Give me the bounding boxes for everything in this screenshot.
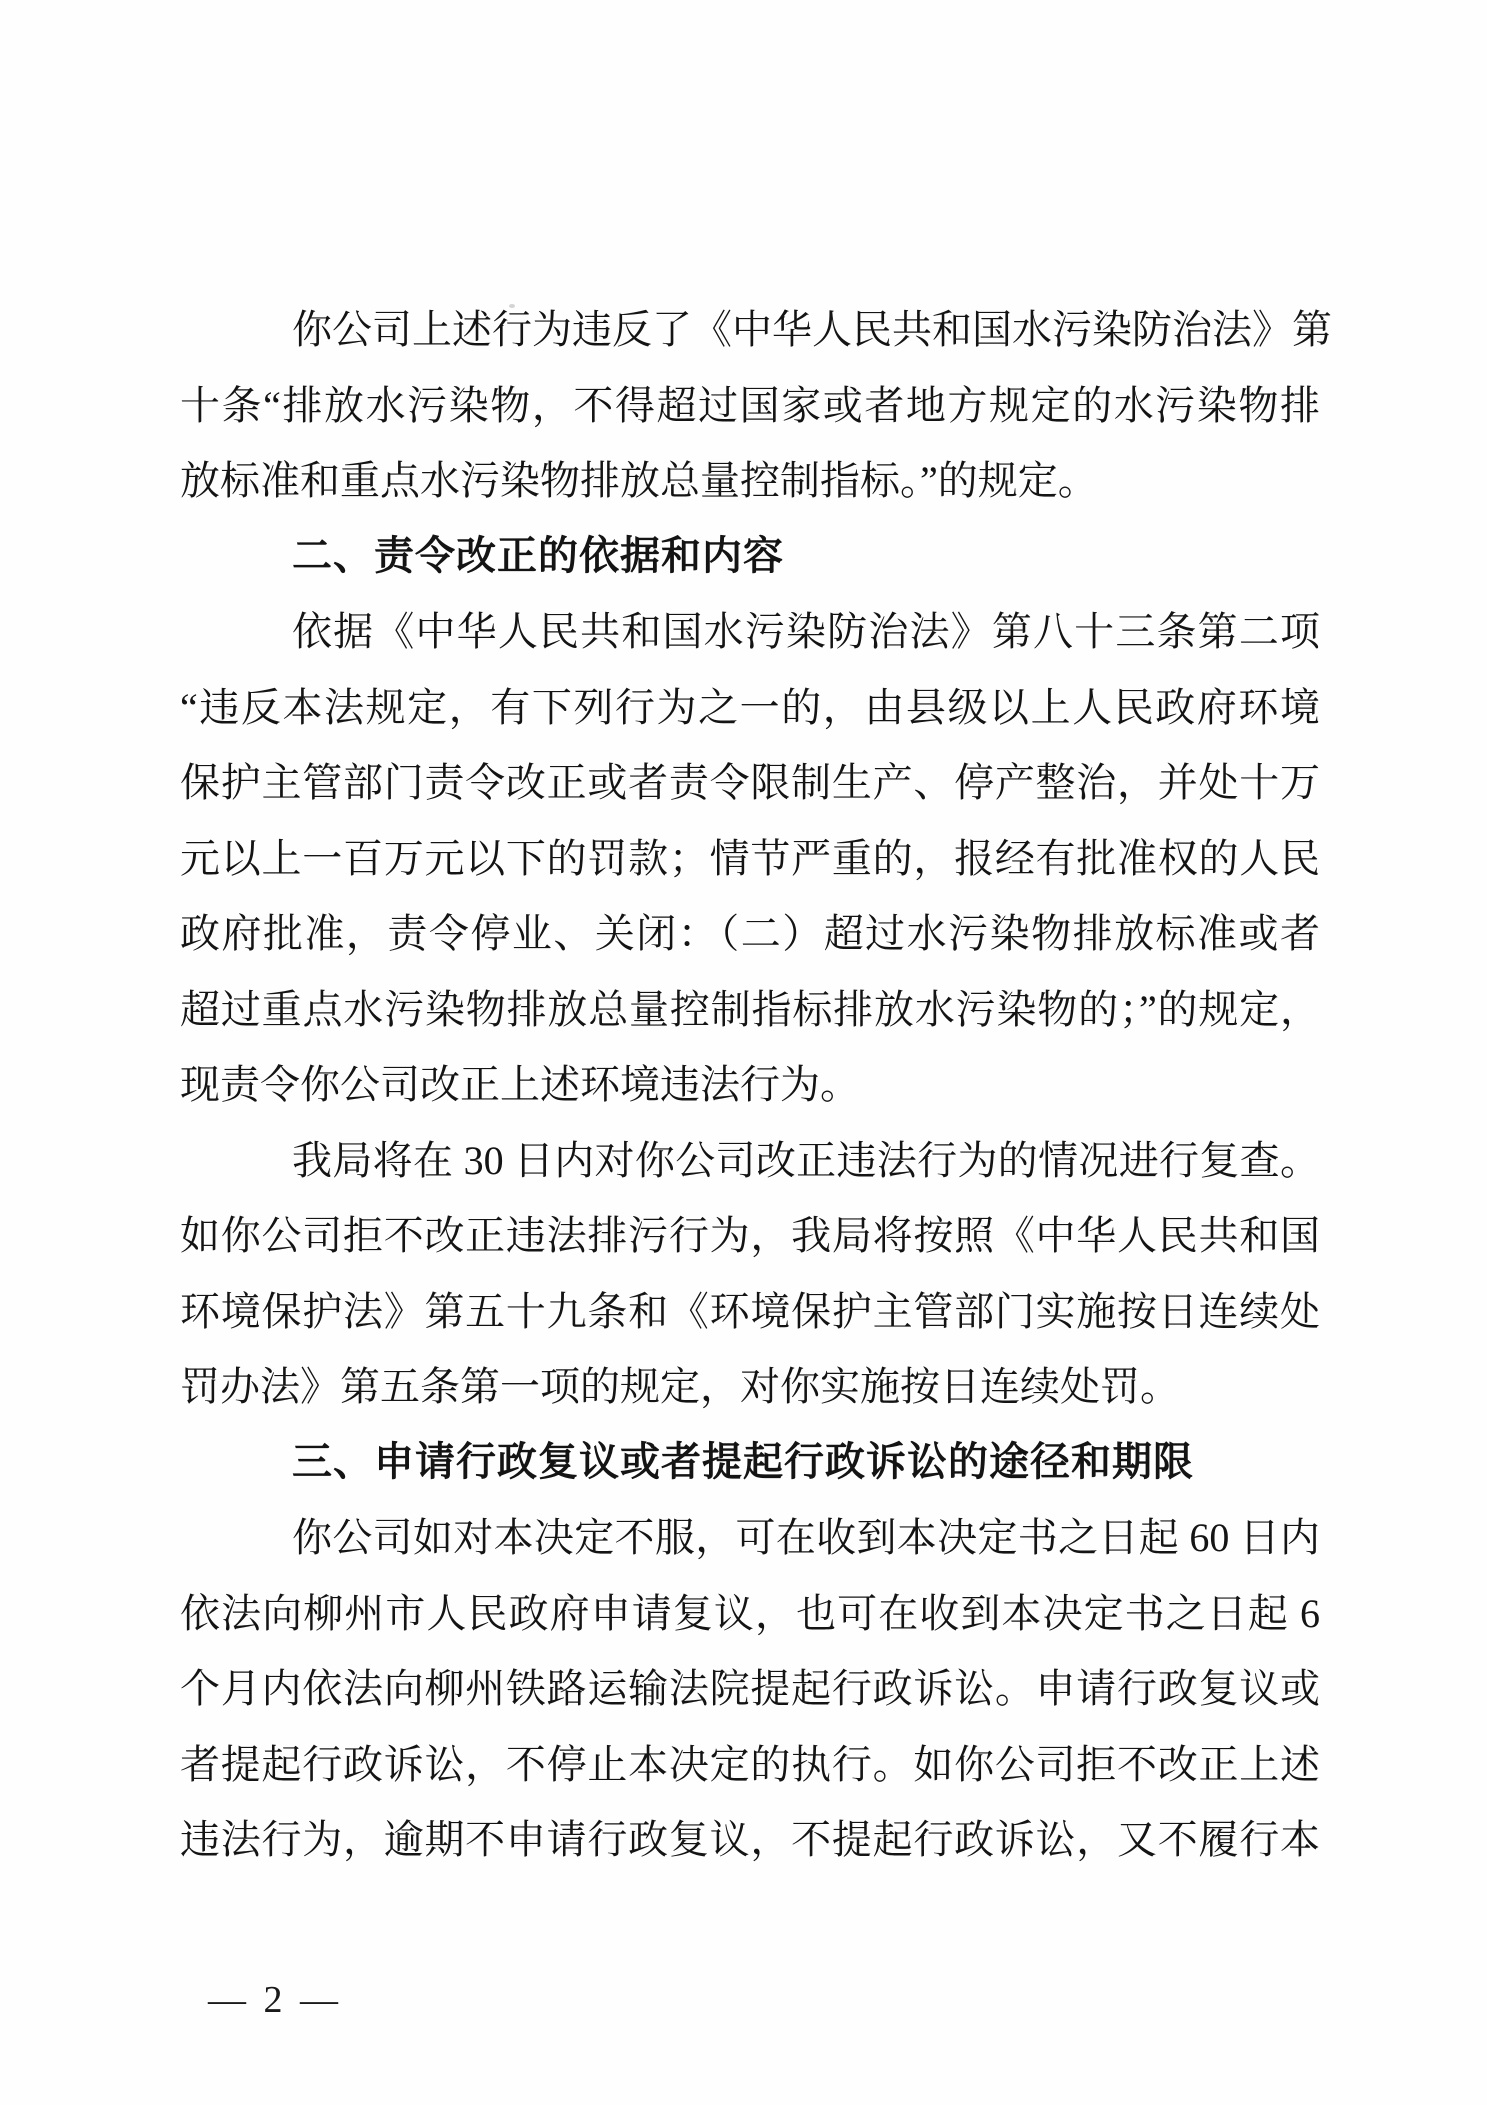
text-line: 放标准和重点水污染物排放总量控制指标。”的规定。 bbox=[180, 458, 1098, 503]
text-line: 依据《中华人民共和国水污染防治法》第八十三条第二项 bbox=[292, 609, 1320, 654]
text-line: 你公司上述行为违反了《中华人民共和国水污染防治法》第 bbox=[292, 307, 1332, 352]
text-line: 罚办法》第五条第一项的规定，对你实施按日连续处罚。 bbox=[180, 1364, 1180, 1409]
text-line: 保护主管部门责令改正或者责令限制生产、停产整治，并处十万 bbox=[180, 760, 1320, 805]
text-line: 你公司如对本决定不服，可在收到本决定书之日起 60 日内 bbox=[292, 1515, 1320, 1560]
section-heading: 三、申请行政复议或者提起行政诉讼的途径和期限 bbox=[292, 1439, 1194, 1484]
text-line: 环境保护法》第五十九条和《环境保护主管部门实施按日连续处 bbox=[180, 1288, 1320, 1334]
text-line: 依法向柳州市人民政府申请复议，也可在收到本决定书之日起 6 bbox=[180, 1590, 1320, 1636]
text-line: 如你公司拒不改正违法排污行为，我局将按照《中华人民共和国 bbox=[180, 1213, 1320, 1258]
text-line: 现责令你公司改正上述环境违法行为。 bbox=[180, 1062, 860, 1107]
text-line: 超过重点水污染物排放总量控制指标排放水污染物的；”的规定， bbox=[180, 986, 1320, 1032]
text-line: 元以上一百万元以下的罚款；情节严重的，报经有批准权的人民 bbox=[180, 835, 1320, 881]
text-line: 者提起行政诉讼，不停止本决定的执行。如你公司拒不改正上述 bbox=[180, 1741, 1320, 1787]
text-line: 十条“排放水污染物，不得超过国家或者地方规定的水污染物排 bbox=[180, 382, 1320, 428]
text-line: “违反本法规定，有下列行为之一的，由县级以上人民政府环境 bbox=[180, 684, 1320, 730]
text-line: 我局将在 30 日内对你公司改正违法行为的情况进行复查。 bbox=[292, 1137, 1320, 1183]
text-line: 政府批准，责令停业、关闭：（二）超过水污染物排放标准或者 bbox=[180, 911, 1320, 956]
page-number: — 2 — bbox=[208, 1979, 338, 2021]
text-line: 个月内依法向柳州铁路运输法院提起行政诉讼。申请行政复议或 bbox=[180, 1666, 1320, 1711]
section-heading: 二、责令改正的依据和内容 bbox=[292, 533, 784, 578]
document-body bbox=[180, 292, 1332, 1878]
text-line: 违法行为，逾期不申请行政复议，不提起行政诉讼，又不履行本 bbox=[180, 1817, 1320, 1862]
